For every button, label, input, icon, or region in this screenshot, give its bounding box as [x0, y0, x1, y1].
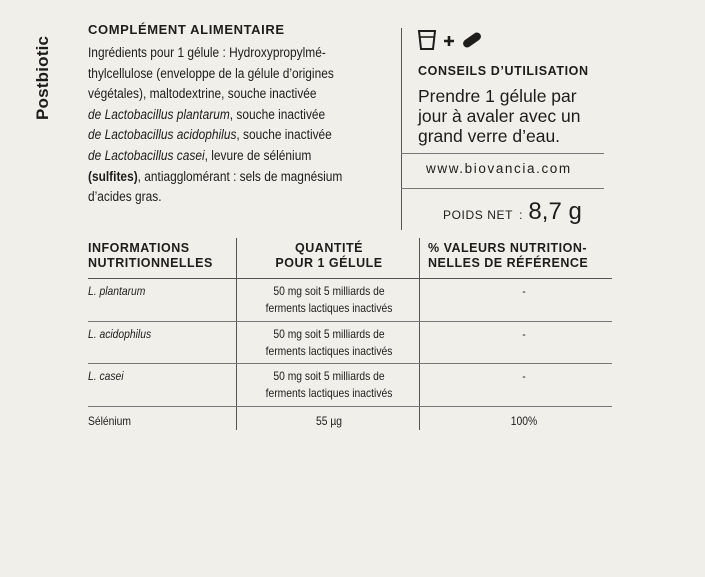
- net-weight-separator: :: [519, 208, 523, 222]
- header-line: NUTRITIONNELLES: [88, 256, 213, 270]
- species-name: de Lactobacillus plantarum: [88, 106, 230, 123]
- nutrient-name: L. acidophilus: [88, 327, 152, 341]
- header-information: [88, 241, 213, 271]
- ingredients-line: thylcellulose (enveloppe de la gélule d’origines: [88, 65, 334, 82]
- ingredients-fragment: , antiagglomérant : sels de magnésium: [137, 168, 343, 185]
- nutrient-name: L. casei: [88, 369, 124, 383]
- header-quantity: [270, 241, 388, 271]
- usage-title: CONSEILS D’UTILISATION: [418, 64, 589, 78]
- quantity-line: 50 mg soit 5 milliards de: [273, 327, 385, 341]
- nutrient-quantity: 55 µg: [315, 414, 343, 428]
- divider: [401, 153, 604, 154]
- ingredients-line: végétales), maltodextrine, souche inactivée: [88, 86, 317, 103]
- quantity-line: ferments lactiques inactivés: [265, 301, 393, 315]
- ingredients-fragment: , levure de sélénium: [204, 147, 312, 164]
- brand-name: Postbiotic: [33, 35, 52, 120]
- nutrition-table: [88, 238, 612, 433]
- capsule-icon: [461, 32, 483, 53]
- website: www.biovancia.com: [426, 161, 572, 176]
- ingredients-line: d’acides gras.: [88, 189, 162, 206]
- header-reference: [428, 241, 588, 271]
- nutrient-quantity: [247, 368, 410, 402]
- allergen: (sulfites): [88, 168, 138, 185]
- ingredients-text: [88, 43, 388, 208]
- table-row: [88, 279, 612, 322]
- nutrient-name: L. plantarum: [88, 284, 146, 298]
- header-line: POUR 1 GÉLULE: [275, 256, 383, 270]
- ingredients-line: Ingrédients pour 1 gélule : Hydroxypropylmé-: [88, 45, 326, 61]
- ingredients-line: [88, 105, 388, 126]
- quantity-line: ferments lactiques inactivés: [265, 386, 393, 400]
- nutrient-reference: -: [522, 327, 526, 341]
- net-weight: [443, 198, 582, 226]
- ingredients-line: [88, 146, 388, 167]
- nutrient-quantity: [247, 326, 410, 360]
- ingredients-fragment: , souche inactivée: [236, 127, 332, 144]
- net-weight-value: 8,7 g: [528, 198, 582, 225]
- plus-icon: [443, 34, 455, 52]
- species-name: de Lactobacillus casei: [88, 147, 205, 164]
- header-line: INFORMATIONS: [88, 241, 190, 255]
- usage-icons: [417, 29, 483, 56]
- table-row: [88, 407, 612, 433]
- nutrient-reference: -: [522, 284, 526, 298]
- divider: [401, 188, 604, 189]
- quantity-line: ferments lactiques inactivés: [265, 344, 393, 358]
- header-line: NELLES DE RÉFÉRENCE: [428, 256, 589, 270]
- nutrient-quantity: [247, 283, 410, 317]
- nutrient-name: Sélénium: [88, 414, 132, 428]
- species-name: de Lactobacillus acidophilus: [88, 127, 237, 144]
- nutrient-reference: -: [522, 369, 526, 383]
- ingredients-line: [88, 125, 388, 146]
- table-row: [88, 364, 612, 407]
- usage-text: Prendre 1 gélule par jour à avaler avec un grand verre d’eau.: [418, 86, 581, 146]
- glass-icon: [417, 29, 437, 56]
- table-header: [88, 238, 612, 279]
- header-line: QUANTITÉ: [295, 241, 363, 255]
- header-line: % VALEURS NUTRITION-: [428, 241, 588, 255]
- quantity-line: 50 mg soit 5 milliards de: [273, 369, 385, 383]
- divider: [401, 28, 402, 230]
- ingredients-line: [88, 167, 388, 188]
- ingredients-title: COMPLÉMENT ALIMENTAIRE: [88, 22, 285, 37]
- ingredients-fragment: , souche inactivée: [229, 106, 326, 123]
- nutrient-reference: 100%: [510, 414, 538, 428]
- table-row: [88, 322, 612, 364]
- net-weight-label: POIDS NET: [443, 208, 514, 222]
- ingredients-block: [88, 22, 388, 208]
- quantity-line: 50 mg soit 5 milliards de: [273, 284, 385, 298]
